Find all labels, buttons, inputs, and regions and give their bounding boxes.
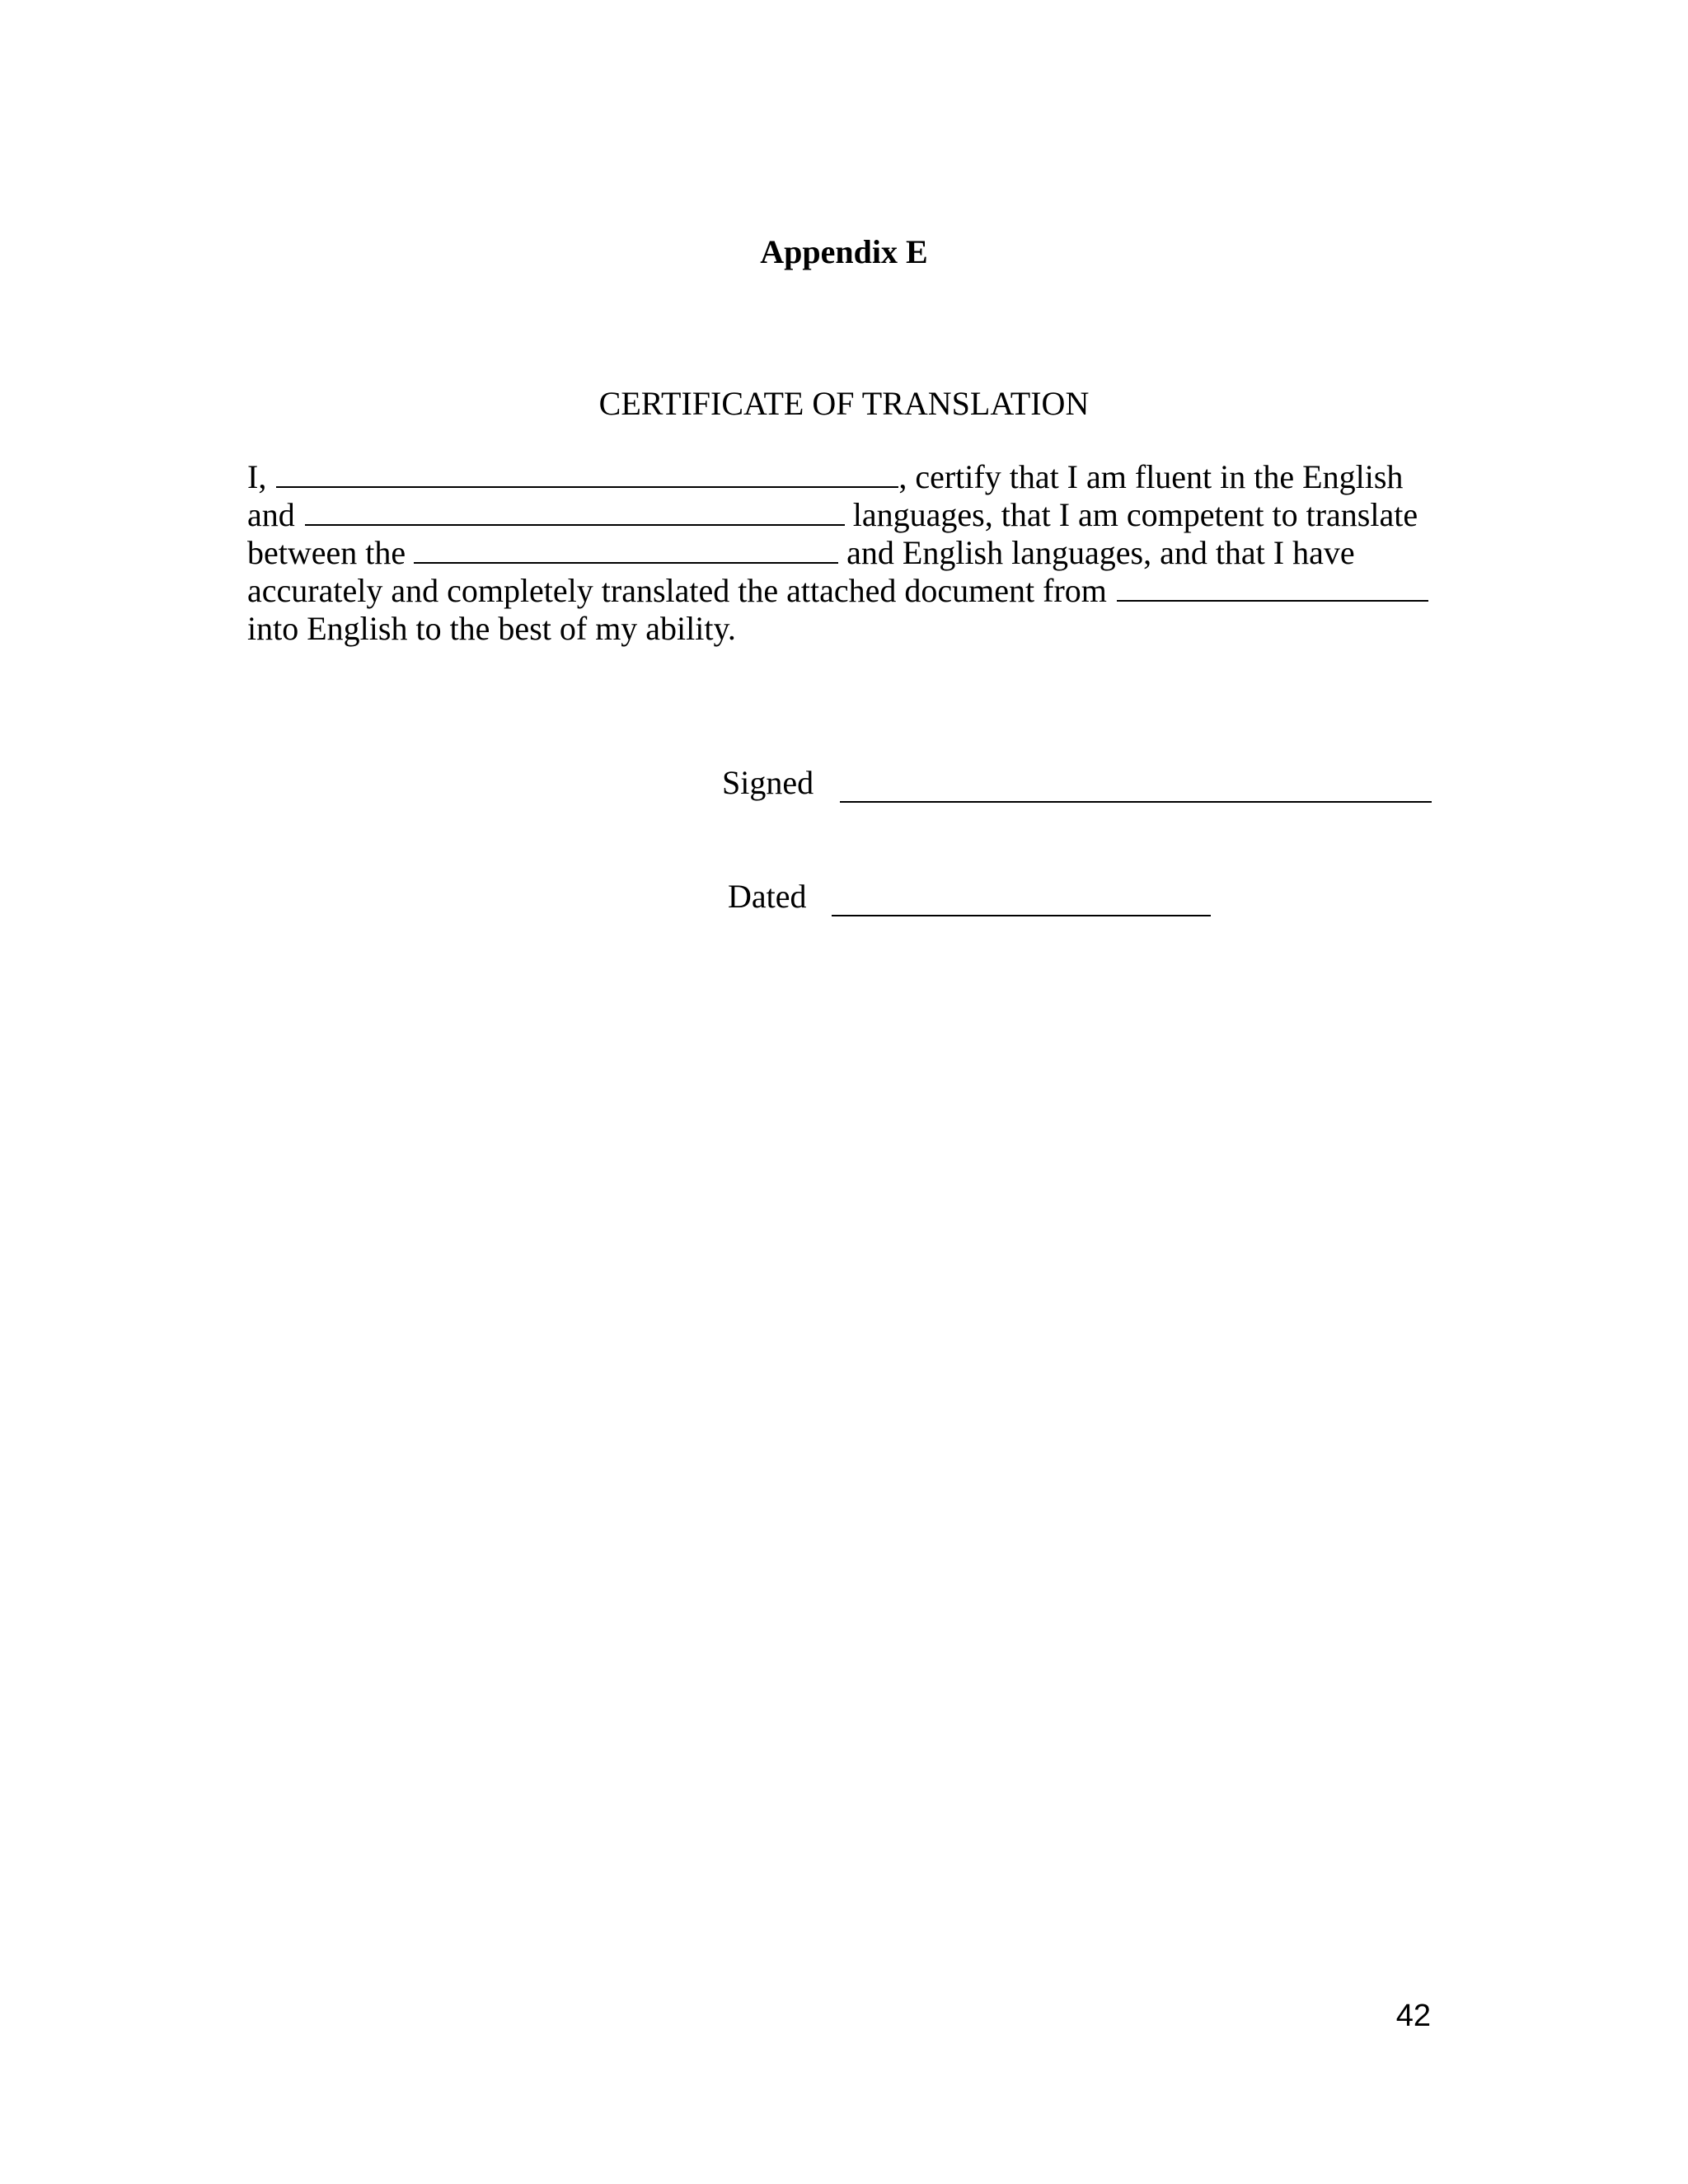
dated-label: Dated bbox=[728, 878, 807, 915]
line1-suffix: , certify that I am fluent in the English bbox=[898, 458, 1404, 495]
signed-label: Signed bbox=[722, 764, 814, 801]
language-blank-2[interactable] bbox=[414, 536, 838, 564]
appendix-title: Appendix E bbox=[760, 233, 928, 270]
paragraph-line-2 bbox=[247, 496, 1451, 534]
language-blank-1[interactable] bbox=[305, 498, 845, 526]
line1-prefix: I, bbox=[247, 458, 267, 495]
paragraph-line-1 bbox=[247, 458, 1451, 496]
signed-row bbox=[722, 763, 1432, 803]
dated-row bbox=[728, 877, 1211, 916]
certification-paragraph bbox=[247, 458, 1451, 648]
line3-suffix: and English languages, and that I have bbox=[846, 534, 1355, 571]
page-number: 42 bbox=[1395, 1999, 1431, 2033]
line4-text: accurately and completely translated the attached document from bbox=[247, 572, 1107, 609]
certificate-title: CERTIFICATE OF TRANSLATION bbox=[598, 385, 1090, 422]
line2-prefix: and bbox=[247, 496, 295, 533]
source-language-blank[interactable] bbox=[1117, 574, 1428, 602]
line2-suffix: languages, that I am competent to translate bbox=[852, 496, 1418, 533]
paragraph-line-5 bbox=[247, 610, 1451, 648]
line3-prefix: between the bbox=[247, 534, 406, 571]
paragraph-line-4 bbox=[247, 572, 1451, 610]
line5-text: into English to the best of my ability. bbox=[247, 610, 736, 647]
translator-name-blank[interactable] bbox=[276, 460, 898, 488]
date-blank[interactable] bbox=[832, 882, 1211, 916]
paragraph-line-3 bbox=[247, 534, 1451, 572]
signature-blank[interactable] bbox=[840, 768, 1432, 803]
